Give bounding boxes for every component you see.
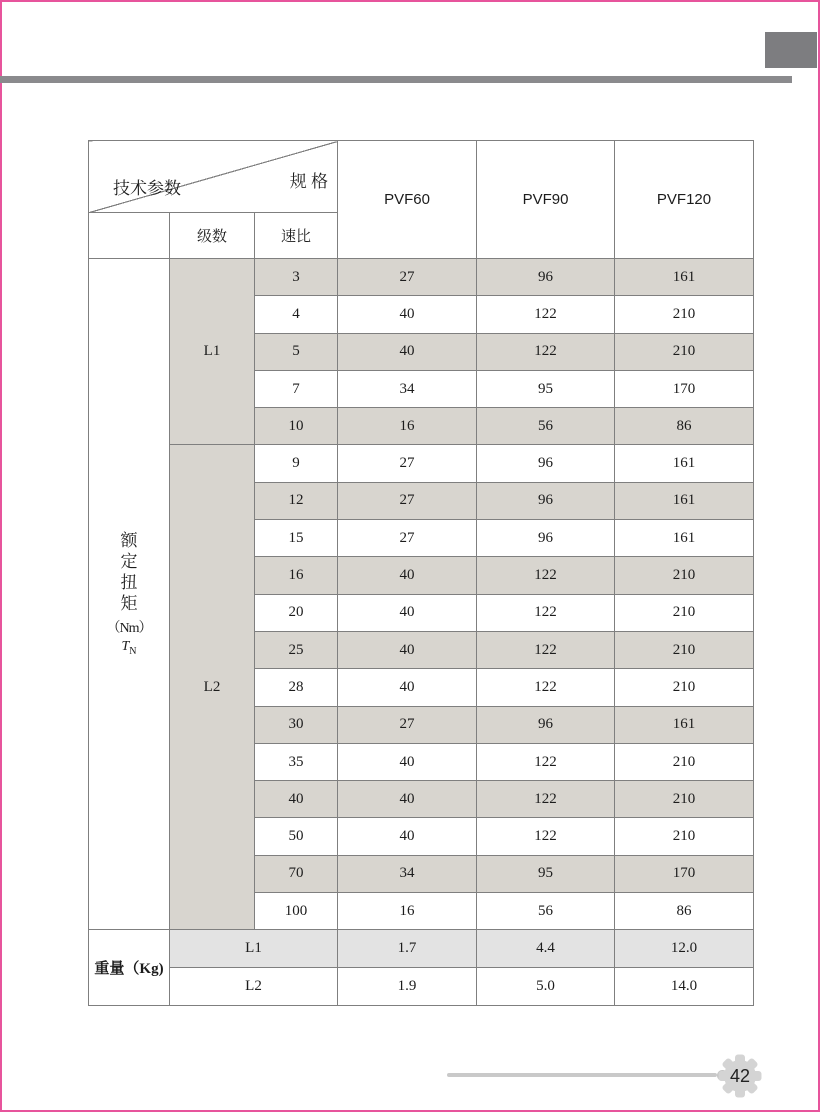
- value-cell: 210: [615, 818, 754, 855]
- value-cell: 210: [615, 594, 754, 631]
- value-cell: 27: [338, 445, 477, 482]
- footer-rule-line: [447, 1073, 717, 1077]
- ratio-cell: 10: [255, 408, 338, 445]
- ratio-cell: 12: [255, 482, 338, 519]
- value-cell: 34: [338, 370, 477, 407]
- value-cell: 210: [615, 333, 754, 370]
- spec-table: [88, 140, 754, 1006]
- value-cell: 122: [477, 818, 615, 855]
- value-cell: 210: [615, 557, 754, 594]
- value-cell: 40: [338, 781, 477, 818]
- value-cell: 16: [338, 893, 477, 930]
- value-cell: 40: [338, 594, 477, 631]
- stages-header: 级数: [170, 213, 255, 259]
- header-row-1: [89, 141, 754, 213]
- value-cell: 34: [338, 855, 477, 892]
- ratio-cell: 9: [255, 445, 338, 482]
- ratio-cell: 4: [255, 296, 338, 333]
- table-row: [89, 259, 754, 296]
- torque-label-char: 定: [120, 552, 138, 572]
- torque-symbol: [121, 639, 136, 657]
- torque-symbol-main: T: [121, 639, 130, 655]
- value-cell: 40: [338, 743, 477, 780]
- column-header-pvf120: PVF120: [615, 141, 754, 259]
- value-cell: 56: [477, 893, 615, 930]
- table-row: [89, 445, 754, 482]
- value-cell: 96: [477, 482, 615, 519]
- rated-torque-vertical-label: [89, 531, 169, 657]
- value-cell: 86: [615, 893, 754, 930]
- weight-row: [89, 968, 754, 1006]
- ratio-cell: 30: [255, 706, 338, 743]
- value-cell: 161: [615, 482, 754, 519]
- value-cell: 161: [615, 259, 754, 296]
- page-number-badge: [717, 1053, 763, 1099]
- value-cell: 96: [477, 259, 615, 296]
- value-cell: 122: [477, 296, 615, 333]
- ratio-cell: 20: [255, 594, 338, 631]
- value-cell: 27: [338, 706, 477, 743]
- weight-stage-cell-l1: L1: [170, 930, 338, 968]
- value-cell: 4.4: [477, 930, 615, 968]
- value-cell: 1.7: [338, 930, 477, 968]
- ratio-cell: 28: [255, 669, 338, 706]
- tech-params-corner-label: 技术参数: [113, 179, 181, 198]
- value-cell: 56: [477, 408, 615, 445]
- value-cell: 40: [338, 333, 477, 370]
- torque-unit-label: （Nm）: [106, 621, 152, 637]
- value-cell: 27: [338, 482, 477, 519]
- ratio-cell: 40: [255, 781, 338, 818]
- value-cell: 96: [477, 445, 615, 482]
- ratio-cell: 15: [255, 520, 338, 557]
- ratio-cell: 35: [255, 743, 338, 780]
- value-cell: 40: [338, 557, 477, 594]
- value-cell: 14.0: [615, 968, 754, 1006]
- weight-row: [89, 930, 754, 968]
- ratio-cell: 100: [255, 893, 338, 930]
- value-cell: 161: [615, 706, 754, 743]
- value-cell: 27: [338, 259, 477, 296]
- ratio-cell: 7: [255, 370, 338, 407]
- value-cell: 86: [615, 408, 754, 445]
- value-cell: 210: [615, 296, 754, 333]
- ratio-cell: 25: [255, 631, 338, 668]
- value-cell: 96: [477, 520, 615, 557]
- value-cell: 170: [615, 370, 754, 407]
- value-cell: 95: [477, 855, 615, 892]
- value-cell: 40: [338, 818, 477, 855]
- value-cell: 122: [477, 631, 615, 668]
- torque-symbol-sub: N: [129, 646, 137, 658]
- value-cell: 27: [338, 520, 477, 557]
- value-cell: 122: [477, 669, 615, 706]
- header-corner-block: [765, 32, 817, 68]
- value-cell: 1.9: [338, 968, 477, 1006]
- value-cell: 210: [615, 631, 754, 668]
- ratio-cell: 3: [255, 259, 338, 296]
- value-cell: 12.0: [615, 930, 754, 968]
- value-cell: 161: [615, 445, 754, 482]
- value-cell: 122: [477, 743, 615, 780]
- value-cell: 210: [615, 743, 754, 780]
- spec-corner-label: 规 格: [289, 172, 329, 191]
- stage-cell-l1: L1: [170, 259, 255, 445]
- torque-label-char: 矩: [120, 594, 138, 614]
- value-cell: 161: [615, 520, 754, 557]
- value-cell: 96: [477, 706, 615, 743]
- value-cell: 210: [615, 669, 754, 706]
- ratio-cell: 50: [255, 818, 338, 855]
- value-cell: 210: [615, 781, 754, 818]
- value-cell: 122: [477, 557, 615, 594]
- value-cell: 122: [477, 333, 615, 370]
- ratio-header: 速比: [255, 213, 338, 259]
- page-number: 42: [729, 1065, 751, 1086]
- diagonal-header-cell: [89, 141, 338, 213]
- empty-header-cell: [89, 213, 170, 259]
- torque-label-char: 扭: [120, 573, 138, 593]
- column-header-pvf60: PVF60: [338, 141, 477, 259]
- value-cell: 5.0: [477, 968, 615, 1006]
- ratio-cell: 16: [255, 557, 338, 594]
- header-rule-bar: [0, 76, 792, 83]
- value-cell: 95: [477, 370, 615, 407]
- value-cell: 122: [477, 594, 615, 631]
- weight-label-cell: 重量（Kg): [89, 930, 170, 1006]
- value-cell: 170: [615, 855, 754, 892]
- value-cell: 40: [338, 631, 477, 668]
- column-header-pvf90: PVF90: [477, 141, 615, 259]
- value-cell: 40: [338, 669, 477, 706]
- stage-cell-l2: L2: [170, 445, 255, 930]
- value-cell: 122: [477, 781, 615, 818]
- rated-torque-label-cell: [89, 259, 170, 930]
- weight-stage-cell-l2: L2: [170, 968, 338, 1006]
- value-cell: 40: [338, 296, 477, 333]
- torque-label-char: 额: [120, 531, 138, 551]
- ratio-cell: 70: [255, 855, 338, 892]
- ratio-cell: 5: [255, 333, 338, 370]
- value-cell: 16: [338, 408, 477, 445]
